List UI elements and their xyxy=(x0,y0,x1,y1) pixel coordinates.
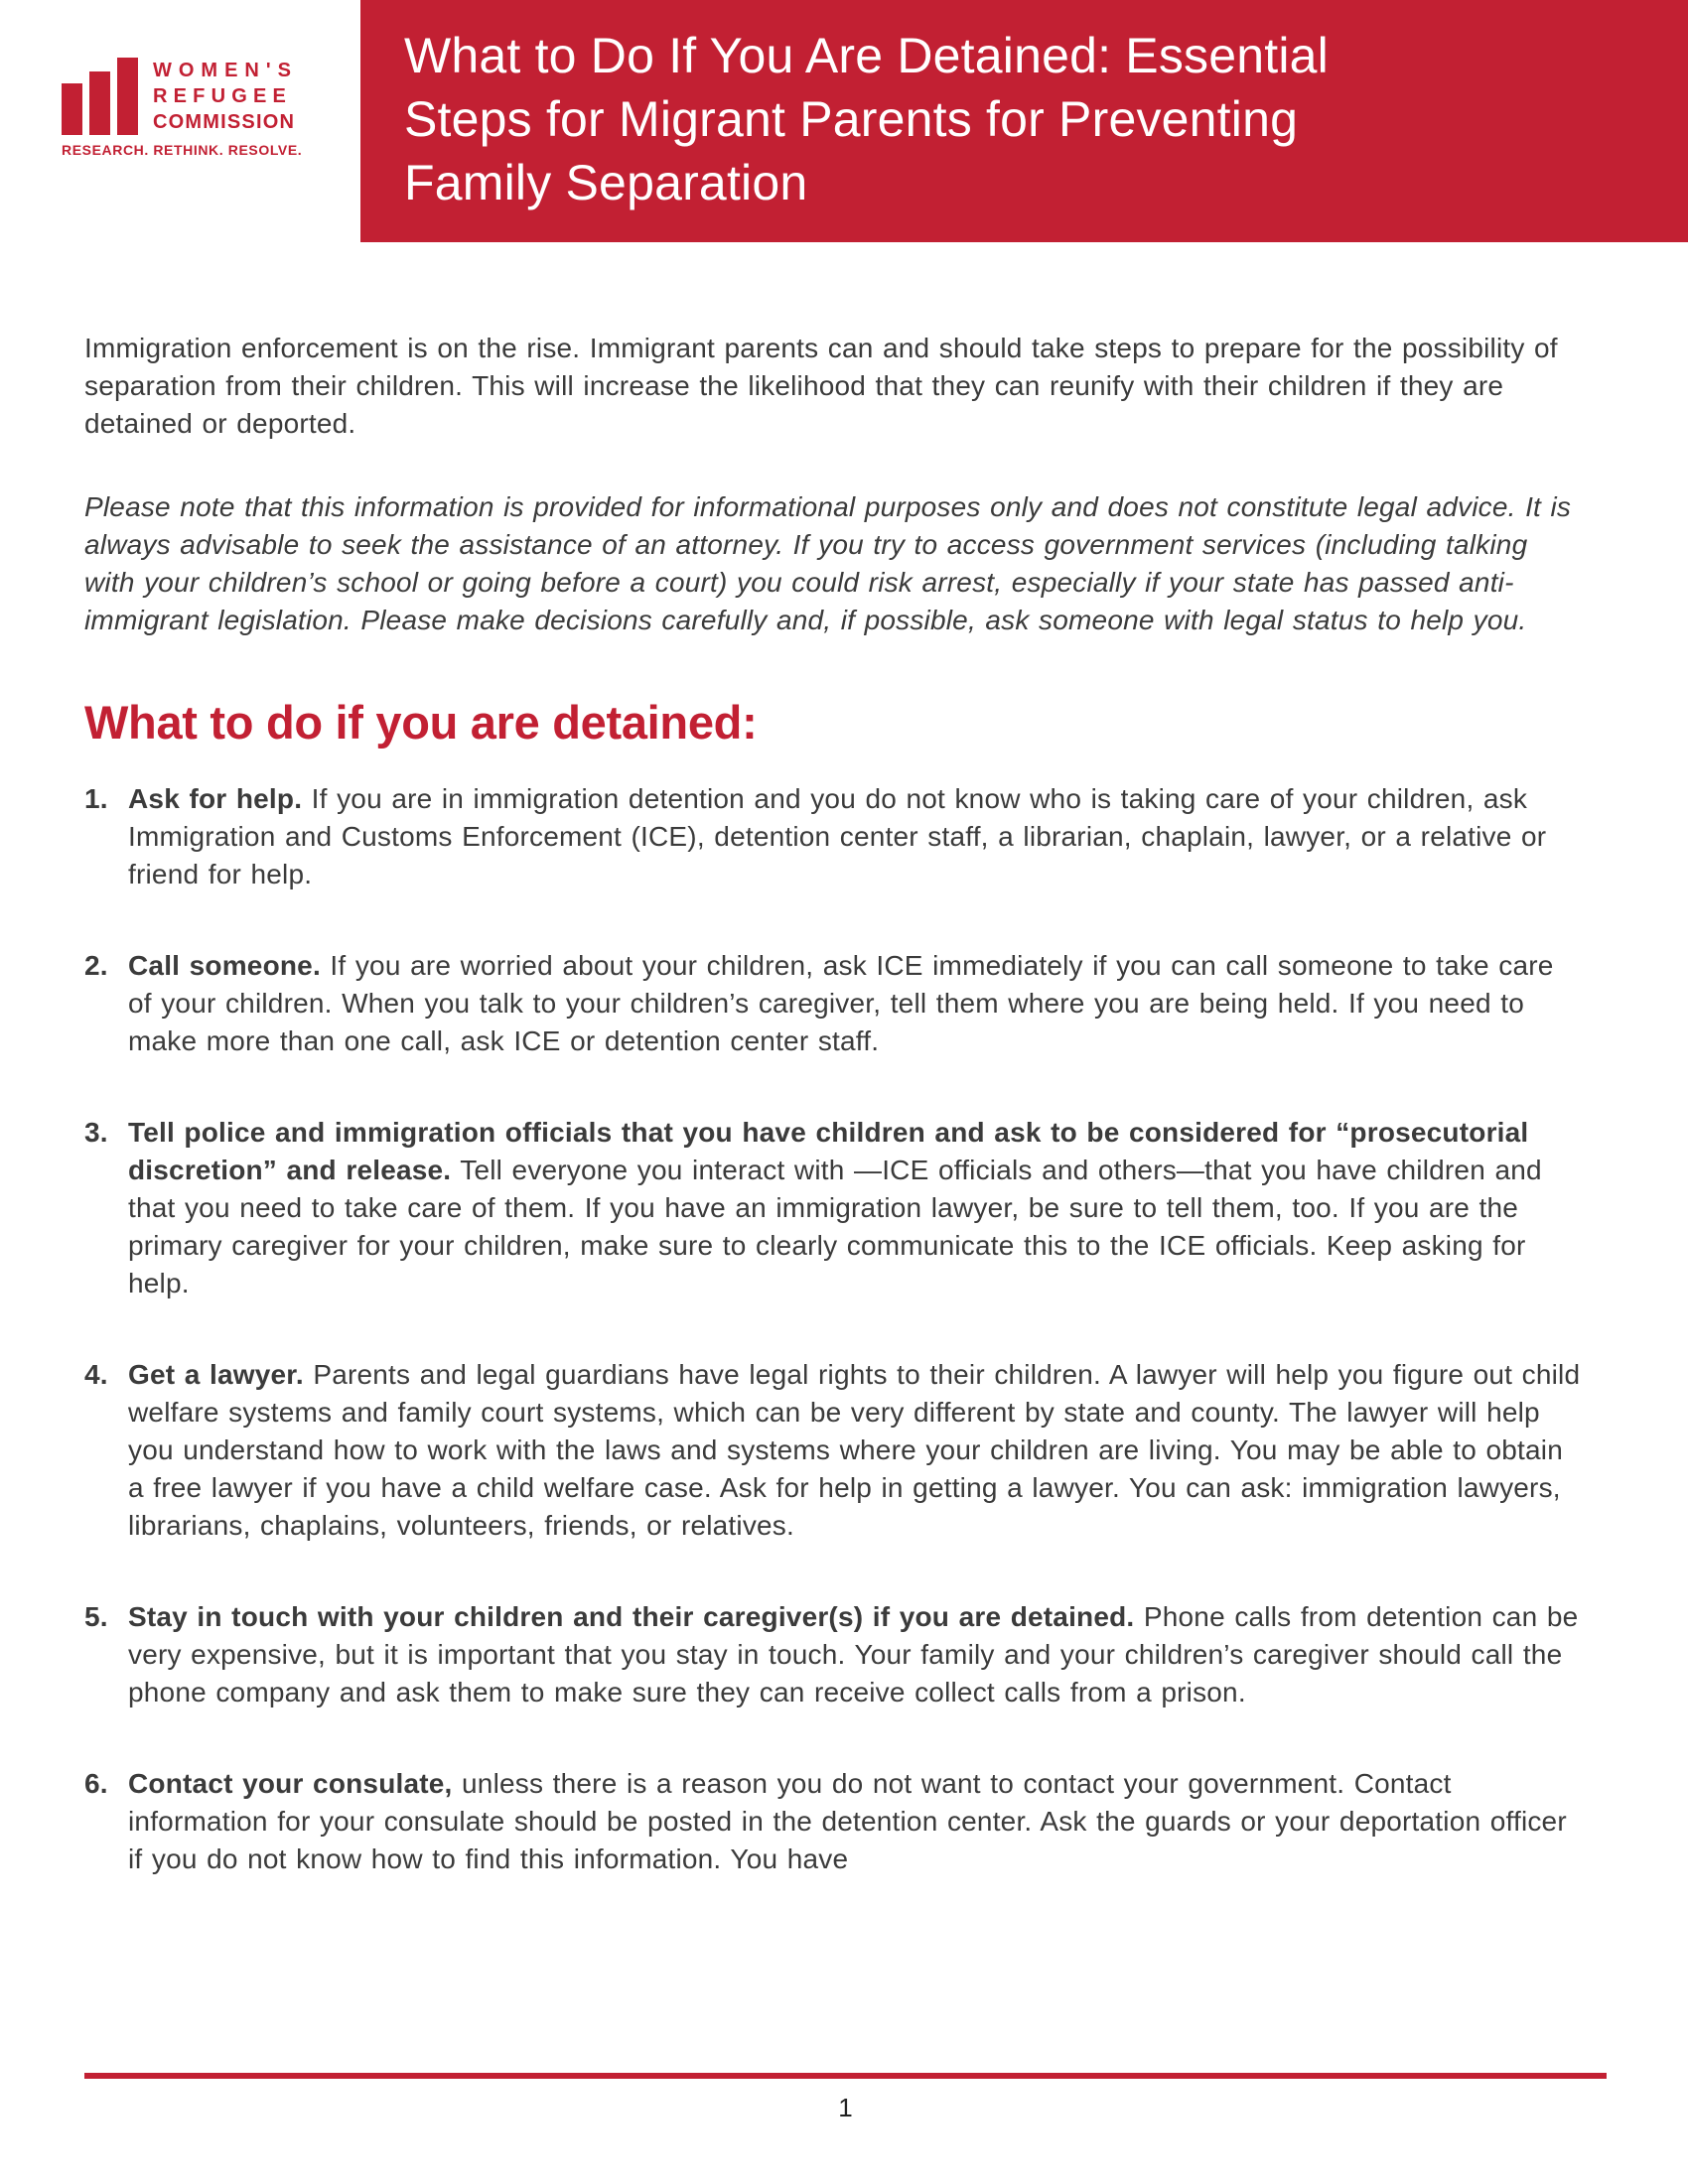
wrc-logo-row xyxy=(62,58,332,135)
list-item-number: 2. xyxy=(84,950,108,981)
logo-tagline: RESEARCH. RETHINK. RESOLVE. xyxy=(62,142,303,158)
page-title-line-1: What to Do If You Are Detained: Essential xyxy=(404,28,1329,83)
logo-bar-tall xyxy=(117,58,138,135)
list-item-number: 4. xyxy=(84,1359,108,1390)
list-item-body xyxy=(128,1356,1586,1545)
steps-list xyxy=(84,780,1586,1878)
list-item-number: 6. xyxy=(84,1768,108,1799)
page-title-line-3: Family Separation xyxy=(404,155,808,210)
list-item-text: unless there is a reason you do not want to contact your government. Contact information for your consulate should be posted in the detention center. Ask the guards or your deportation officer if you do not know how to find this information. You have xyxy=(128,1768,1567,1874)
wrc-logo xyxy=(62,58,332,158)
list-item-lead: Stay in touch with your children and their caregiver(s) if you are detained. xyxy=(128,1601,1135,1632)
list-item-text: If you are worried about your children, ask ICE immediately if you can call someone to take care of your children. When you talk to your children’s caregiver, tell them where you are being held. If you need to make more than one call, ask ICE or detention center staff. xyxy=(128,950,1554,1056)
list-item xyxy=(84,1114,1586,1302)
legal-note-paragraph: Please note that this information is provided for informational purposes only and does not constitute legal advice. It is always advisable to seek the assistance of an attorney. If you try to access government services (including talking with your children’s school or going before a court) you could risk arrest, especially if your state has passed anti-immigrant legislation. Please make decisions carefully and, if possible, ask someone with legal status to help you. xyxy=(84,491,1572,635)
list-item-lead: Call someone. xyxy=(128,950,321,981)
logo-bar-short xyxy=(62,83,82,135)
wrc-logo-bars-icon xyxy=(62,58,138,135)
list-item-text: Tell everyone you interact with —ICE officials and others—that you have children and that you need to take care of them. If you have an immigration lawyer, be sure to tell them, too. If you are the primary caregiver for your children, make sure to clearly communicate this to the ICE officials. Keep asking for help. xyxy=(128,1155,1542,1298)
list-item-number: 5. xyxy=(84,1601,108,1632)
list-item xyxy=(84,1356,1586,1545)
list-item xyxy=(84,1598,1586,1711)
wrc-logo-wordmark xyxy=(153,58,298,135)
intro-paragraph: Immigration enforcement is on the rise. Immigrant parents can and should take steps to prepare for the possibility of separation from their children. This will increase the likelihood that they can reunify with their children if they are detained or deported. xyxy=(84,333,1558,439)
list-item-body xyxy=(128,1765,1586,1878)
page-title-line-2: Steps for Migrant Parents for Preventing xyxy=(404,91,1299,147)
list-item-lead: Get a lawyer. xyxy=(128,1359,304,1390)
list-item-text: If you are in immigration detention and you do not know who is taking care of your children, ask Immigration and Customs Enforcement (ICE), detention center staff, a librarian, chaplain, lawyer, or a relative or friend for help. xyxy=(128,783,1547,889)
list-item-number: 1. xyxy=(84,783,108,814)
logo-word-womens: WOMEN'S xyxy=(153,60,298,81)
document-body xyxy=(84,242,1586,1932)
logo-word-refugee: REFUGEE xyxy=(153,85,293,107)
logo-word-commission: COMMISSION xyxy=(153,111,296,133)
list-item-body xyxy=(128,1598,1586,1711)
list-item-number: 3. xyxy=(84,1117,108,1148)
section-heading: What to do if you are detained: xyxy=(84,696,758,749)
list-item-lead: Ask for help. xyxy=(128,783,303,814)
header-banner xyxy=(360,0,1688,242)
list-item-body xyxy=(128,947,1586,1060)
page-title xyxy=(404,24,1648,214)
list-item-text: Parents and legal guardians have legal rights to their children. A lawyer will help you figure out child welfare systems and family court systems, which can be very different by state and county. The lawyer will help you understand how to work with the laws and systems where your children are living. You may be able to obtain a free lawyer if you have a child welfare case. Ask for help in getting a lawyer. You can ask: immigration lawyers, librarians, chaplains, volunteers, friends, or relatives. xyxy=(128,1359,1581,1541)
list-item xyxy=(84,1765,1586,1878)
footer-rule xyxy=(84,2073,1607,2079)
list-item-body xyxy=(128,1114,1586,1302)
page-number: 1 xyxy=(838,2093,853,2122)
list-item-lead: Tell police and immigration officials that you have children and ask to be considered for “prosecutorial discretion” and release. xyxy=(128,1117,1529,1185)
list-item xyxy=(84,947,1586,1060)
list-item-text: Phone calls from detention can be very expensive, but it is important that you stay in touch. Your family and your children’s caregiver should call the phone company and ask them to make sure they can receive collect calls from a prison. xyxy=(128,1601,1579,1707)
list-item xyxy=(84,780,1586,893)
list-item-lead: Contact your consulate, xyxy=(128,1768,453,1799)
logo-bar-medium xyxy=(89,71,110,135)
list-item-body xyxy=(128,780,1586,893)
